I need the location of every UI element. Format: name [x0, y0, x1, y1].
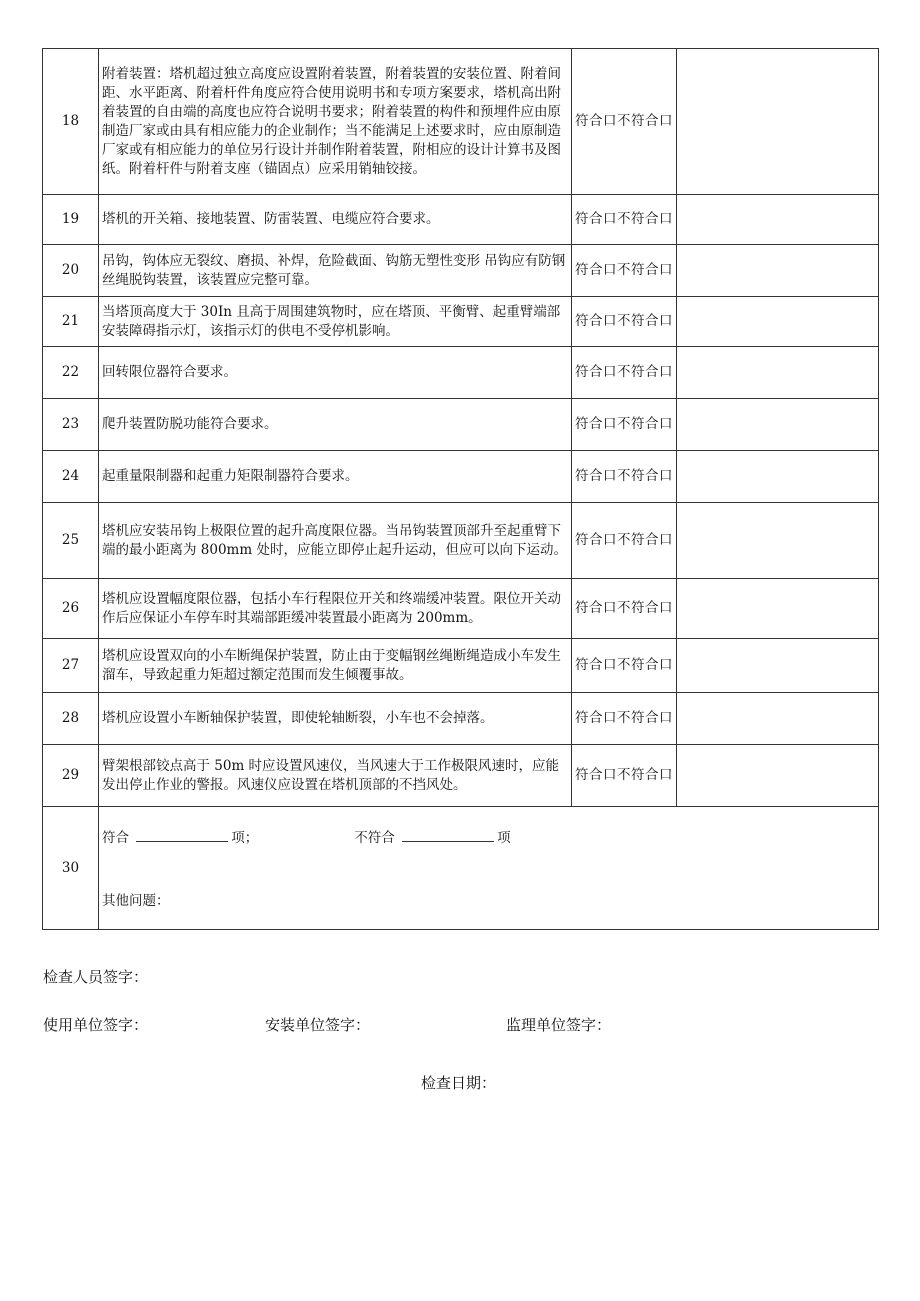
check-item: 塔机应设置幅度限位器，包括小车行程限位开关和终端缓冲装置。限位开关动作后应保证小车停车时其端部距缓冲装置最小距离为 200mm。 [99, 579, 572, 639]
row-number: 21 [43, 297, 99, 347]
check-item: 塔机应安装吊钩上极限位置的起升高度限位器。当吊钩装置顶部升至起重臂下端的最小距离为 800mm 处时，应能立即停止起升运动，但应可以向下运动。 [99, 503, 572, 579]
check-item: 爬升装置防脱功能符合要求。 [99, 399, 572, 451]
remark-cell[interactable] [677, 195, 879, 245]
remark-cell[interactable] [677, 245, 879, 297]
summary-counts [102, 827, 875, 848]
remark-cell[interactable] [677, 639, 879, 693]
row-number: 19 [43, 195, 99, 245]
remark-cell[interactable] [677, 451, 879, 503]
row-number: 30 [43, 807, 99, 930]
row-number: 20 [43, 245, 99, 297]
pass-count-field[interactable] [136, 827, 228, 842]
check-item: 臂架根部铰点高于 50m 时应设置风速仪，当风速大于工作极限风速时，应能发出停止作业的警报。风速仪应设置在塔机顶部的不挡风处。 [99, 745, 572, 807]
table-row [43, 639, 879, 693]
remark-cell[interactable] [677, 503, 879, 579]
summary-row [43, 807, 879, 930]
check-item: 塔机应设置小车断轴保护装置，即使轮轴断裂，小车也不会掉落。 [99, 693, 572, 745]
result-options[interactable]: 符合口不符合口 [572, 693, 677, 745]
result-options[interactable]: 符合口不符合口 [572, 579, 677, 639]
table-row [43, 451, 879, 503]
fail-unit: 项 [497, 830, 511, 846]
row-number: 26 [43, 579, 99, 639]
row-number: 22 [43, 347, 99, 399]
row-number: 23 [43, 399, 99, 451]
result-options[interactable]: 符合口不符合口 [572, 399, 677, 451]
check-item: 起重量限制器和起重力矩限制器符合要求。 [99, 451, 572, 503]
check-item: 回转限位器符合要求。 [99, 347, 572, 399]
table-row [43, 49, 879, 195]
row-number: 18 [43, 49, 99, 195]
row-number: 25 [43, 503, 99, 579]
remark-cell[interactable] [677, 49, 879, 195]
inspection-table [42, 48, 879, 930]
fail-label: 不符合 [354, 830, 395, 846]
row-number: 27 [43, 639, 99, 693]
check-item: 当塔顶高度大于 30In 且高于周围建筑物时，应在塔顶、平衡臂、起重臂端部安装障碍指示灯，该指示灯的供电不受停机影响。 [99, 297, 572, 347]
result-options[interactable]: 符合口不符合口 [572, 245, 677, 297]
result-options[interactable]: 符合口不符合口 [572, 451, 677, 503]
remark-cell[interactable] [677, 399, 879, 451]
check-item: 附着装置：塔机超过独立高度应设置附着装置，附着装置的安装位置、附着间距、水平距离、附着杆件角度应符合使用说明书和专项方案要求，塔机高出附着装置的自由端的高度也应符合说明书要求；附着装置的构件和预埋件应由原制造厂家或由具有相应能力的企业制作；当不能满足上述要求时，应由原制造厂家或有相应能力的单位另行设计并制作附着装置，附相应的设计计算书及图纸。附着杆件与附着支座（锚固点）应采用销轴铰接。 [99, 49, 572, 195]
result-options[interactable]: 符合口不符合口 [572, 297, 677, 347]
installer-unit-signature[interactable]: 安装单位签字： [265, 1016, 371, 1034]
user-unit-signature[interactable]: 使用单位签字： [43, 1016, 149, 1034]
check-item: 吊钩，钩体应无裂纹、磨损、补焊，危险截面、钩筋无塑性变形 吊钩应有防钢丝绳脱钩装置，该装置应完整可靠。 [99, 245, 572, 297]
row-number: 29 [43, 745, 99, 807]
table-row [43, 347, 879, 399]
check-item: 塔机应设置双向的小车断绳保护装置，防止由于变幅钢丝绳断绳造成小车发生溜车，导致起重力矩超过额定范围而发生倾覆事故。 [99, 639, 572, 693]
check-item: 塔机的开关箱、接地装置、防雷装置、电缆应符合要求。 [99, 195, 572, 245]
result-options[interactable]: 符合口不符合口 [572, 49, 677, 195]
table-row [43, 693, 879, 745]
remark-cell[interactable] [677, 347, 879, 399]
table-row [43, 399, 879, 451]
other-issues[interactable]: 其他问题： [102, 893, 170, 909]
table-row [43, 579, 879, 639]
remark-cell[interactable] [677, 297, 879, 347]
row-number: 24 [43, 451, 99, 503]
result-options[interactable]: 符合口不符合口 [572, 745, 677, 807]
result-options[interactable]: 符合口不符合口 [572, 639, 677, 693]
pass-label: 符合 [102, 830, 129, 846]
table-row [43, 745, 879, 807]
pass-unit: 项； [231, 830, 259, 846]
table-row [43, 245, 879, 297]
inspector-signature[interactable]: 检查人员签字： [43, 968, 149, 986]
remark-cell[interactable] [677, 579, 879, 639]
remark-cell[interactable] [677, 745, 879, 807]
result-options[interactable]: 符合口不符合口 [572, 503, 677, 579]
remark-cell[interactable] [677, 693, 879, 745]
result-options[interactable]: 符合口不符合口 [572, 347, 677, 399]
table-row [43, 503, 879, 579]
table-row [43, 297, 879, 347]
table-row [43, 195, 879, 245]
fail-count-field[interactable] [402, 827, 494, 842]
supervisor-unit-signature[interactable]: 监理单位签字： [506, 1016, 612, 1034]
result-options[interactable]: 符合口不符合口 [572, 195, 677, 245]
row-number: 28 [43, 693, 99, 745]
inspection-date[interactable]: 检查日期： [421, 1074, 497, 1092]
summary-cell [99, 807, 879, 930]
